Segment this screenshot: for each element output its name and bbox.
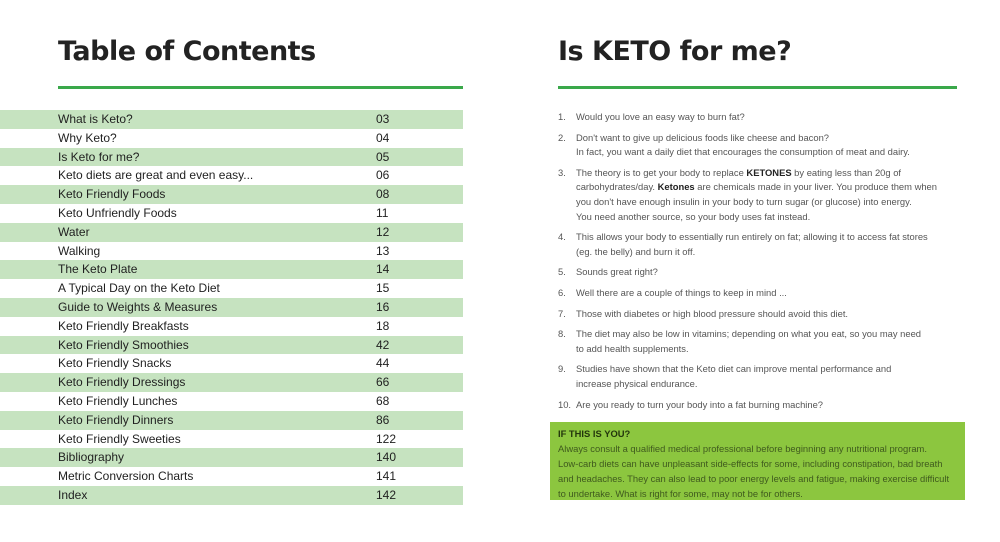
toc-row xyxy=(0,336,463,355)
toc-row xyxy=(0,129,463,148)
toc-entry-page: 68 xyxy=(376,393,390,408)
question-item xyxy=(558,166,963,224)
toc-entry-page: 42 xyxy=(376,337,390,352)
toc-entry-page: 05 xyxy=(376,149,390,164)
question-line: you don't have enough insulin in your body to turn sugar (or glucose) into energy. xyxy=(576,195,912,207)
question-text xyxy=(576,286,963,301)
question-number: 1. xyxy=(558,111,566,122)
toc-entry-label: A Typical Day on the Keto Diet xyxy=(58,281,220,296)
question-number: 7. xyxy=(558,307,566,319)
toc-entry-page: 66 xyxy=(376,375,390,390)
toc-entry-label: Metric Conversion Charts xyxy=(58,469,194,484)
question-line: to add health supplements. xyxy=(576,342,689,354)
toc-row xyxy=(0,204,463,223)
question-text xyxy=(576,307,963,322)
toc-row xyxy=(0,279,463,298)
toc-entry-label: Index xyxy=(58,487,88,502)
toc-row xyxy=(0,373,463,392)
toc-entry-label: Keto Friendly Foods xyxy=(58,187,166,202)
toc-row xyxy=(0,223,463,242)
toc-entry-label: Walking xyxy=(58,243,101,258)
question-text xyxy=(576,398,963,413)
question-line: Those with diabetes or high blood pressure should avoid this diet. xyxy=(576,307,849,319)
toc-entry-page: 14 xyxy=(376,262,390,277)
question-line: You need another source, so your body uses fat instead. xyxy=(576,210,811,222)
callout-box xyxy=(550,422,965,500)
question-line: The diet may also be low in vitamins; depending on what you eat, so you may need xyxy=(576,328,921,340)
toc-entry-page: 86 xyxy=(376,412,390,427)
toc-title: Table of Contents xyxy=(58,36,316,67)
toc-entry-label: Keto diets are great and even easy... xyxy=(58,168,254,183)
question-number: 4. xyxy=(558,231,566,243)
toc-entry-page: 13 xyxy=(376,243,390,258)
toc-entry-page: 11 xyxy=(376,205,389,220)
toc-entry-label: Keto Friendly Smoothies xyxy=(58,337,189,352)
toc-entry-page: 03 xyxy=(376,112,390,126)
keto-title-rule xyxy=(558,86,957,89)
toc-row xyxy=(0,260,463,279)
callout-line: Always consult a qualified medical professional before beginning any nutritional program. xyxy=(558,443,927,454)
toc-entry-label: What is Keto? xyxy=(58,112,133,126)
toc-row xyxy=(0,354,463,373)
toc-row xyxy=(0,148,463,167)
bold-term: KETONES xyxy=(746,166,792,178)
toc-entry-page: 122 xyxy=(376,431,397,446)
toc-list xyxy=(0,110,463,505)
question-item xyxy=(558,265,963,280)
callout-body xyxy=(558,441,957,501)
toc-row xyxy=(0,448,463,467)
toc-entry-label: Keto Friendly Dinners xyxy=(58,412,174,427)
question-number: 8. xyxy=(558,328,566,340)
question-number: 6. xyxy=(558,286,566,298)
question-item xyxy=(558,230,963,259)
toc-entry-page: 16 xyxy=(376,299,390,314)
question-item xyxy=(558,327,963,356)
toc-entry-page: 04 xyxy=(376,130,390,145)
question-list xyxy=(558,110,963,418)
callout-heading: IF THIS IS YOU? xyxy=(558,428,631,439)
toc-row xyxy=(0,166,463,185)
question-text xyxy=(576,166,963,224)
question-item xyxy=(558,398,963,413)
question-line: This allows your body to essentially run entirely on fat; allowing it to access fat stores xyxy=(576,231,928,243)
toc-entry-page: 08 xyxy=(376,187,390,202)
question-line: In fact, you want a daily diet that encourages the consumption of meat and dairy. xyxy=(576,146,910,158)
question-number: 3. xyxy=(558,166,566,178)
toc-row xyxy=(0,185,463,204)
question-number: 2. xyxy=(558,131,566,143)
toc-entry-page: 140 xyxy=(376,450,397,465)
toc-row xyxy=(0,430,463,449)
question-item xyxy=(558,362,963,391)
question-text xyxy=(576,131,963,160)
toc-entry-label: Keto Unfriendly Foods xyxy=(58,205,177,220)
question-text xyxy=(576,110,963,125)
question-number: 9. xyxy=(558,363,566,375)
callout-line: Low-carb diets can have unpleasant side-effects for some, including constipation, bad breath xyxy=(558,458,943,469)
question-item xyxy=(558,307,963,322)
toc-row xyxy=(0,486,463,505)
toc-entry-page: 15 xyxy=(376,281,390,296)
toc-entry-page: 44 xyxy=(376,356,390,371)
toc-entry-label: Keto Friendly Lunches xyxy=(58,393,178,408)
question-text xyxy=(576,362,963,391)
toc-entry-label: Guide to Weights & Measures xyxy=(58,299,218,314)
question-text xyxy=(576,230,963,259)
toc-entry-label: The Keto Plate xyxy=(58,262,138,277)
question-item xyxy=(558,131,963,160)
toc-row xyxy=(0,110,463,129)
question-line: Studies have shown that the Keto diet can improve mental performance and xyxy=(576,363,892,375)
question-text xyxy=(576,265,963,280)
toc-row xyxy=(0,242,463,261)
toc-entry-page: 06 xyxy=(376,168,390,183)
toc-entry-label: Keto Friendly Breakfasts xyxy=(58,318,189,333)
question-line: Are you ready to turn your body into a fat burning machine? xyxy=(576,398,824,410)
question-line: Well there are a couple of things to keep in mind ... xyxy=(576,286,787,298)
toc-entry-label: Is Keto for me? xyxy=(58,149,140,164)
toc-entry-label: Water xyxy=(58,224,90,239)
toc-row xyxy=(0,298,463,317)
toc-entry-page: 18 xyxy=(376,318,390,333)
toc-entry-label: Bibliography xyxy=(58,450,125,465)
callout-line: and headaches. They can also lead to poor energy levels and fatigue, making exercise difficult xyxy=(558,473,950,484)
toc-row xyxy=(0,467,463,486)
toc-entry-page: 12 xyxy=(376,224,390,239)
question-number: 10. xyxy=(558,398,572,410)
toc-entry-label: Keto Friendly Sweeties xyxy=(58,431,181,446)
question-line: carbohydrates/day. Ketones are chemicals made in your liver. You produce them when xyxy=(576,181,937,193)
keto-title: Is KETO for me? xyxy=(558,36,792,67)
toc-entry-label: Why Keto? xyxy=(58,130,117,145)
callout-line: to undertake. What is right for some, may not be for others. xyxy=(558,488,803,499)
question-item xyxy=(558,110,963,125)
question-line: (eg. the belly) and burn it off. xyxy=(576,245,696,257)
question-line: increase physical endurance. xyxy=(576,377,698,389)
toc-row xyxy=(0,411,463,430)
question-number: 5. xyxy=(558,266,566,278)
toc-entry-page: 141 xyxy=(376,469,397,484)
bold-term: Ketones xyxy=(657,181,695,193)
question-text xyxy=(576,327,963,356)
question-item xyxy=(558,286,963,301)
toc-entry-label: Keto Friendly Dressings xyxy=(58,375,186,390)
toc-entry-label: Keto Friendly Snacks xyxy=(58,356,172,371)
toc-title-rule xyxy=(58,86,463,89)
toc-row xyxy=(0,317,463,336)
toc-row xyxy=(0,392,463,411)
question-line: Don't want to give up delicious foods like cheese and bacon? xyxy=(576,131,829,143)
question-line: Would you love an easy way to burn fat? xyxy=(576,111,745,122)
question-line: Sounds great right? xyxy=(576,266,658,278)
toc-entry-page: 142 xyxy=(376,487,397,502)
question-line: The theory is to get your body to replace KETONES by eating less than 20g of xyxy=(576,166,902,178)
